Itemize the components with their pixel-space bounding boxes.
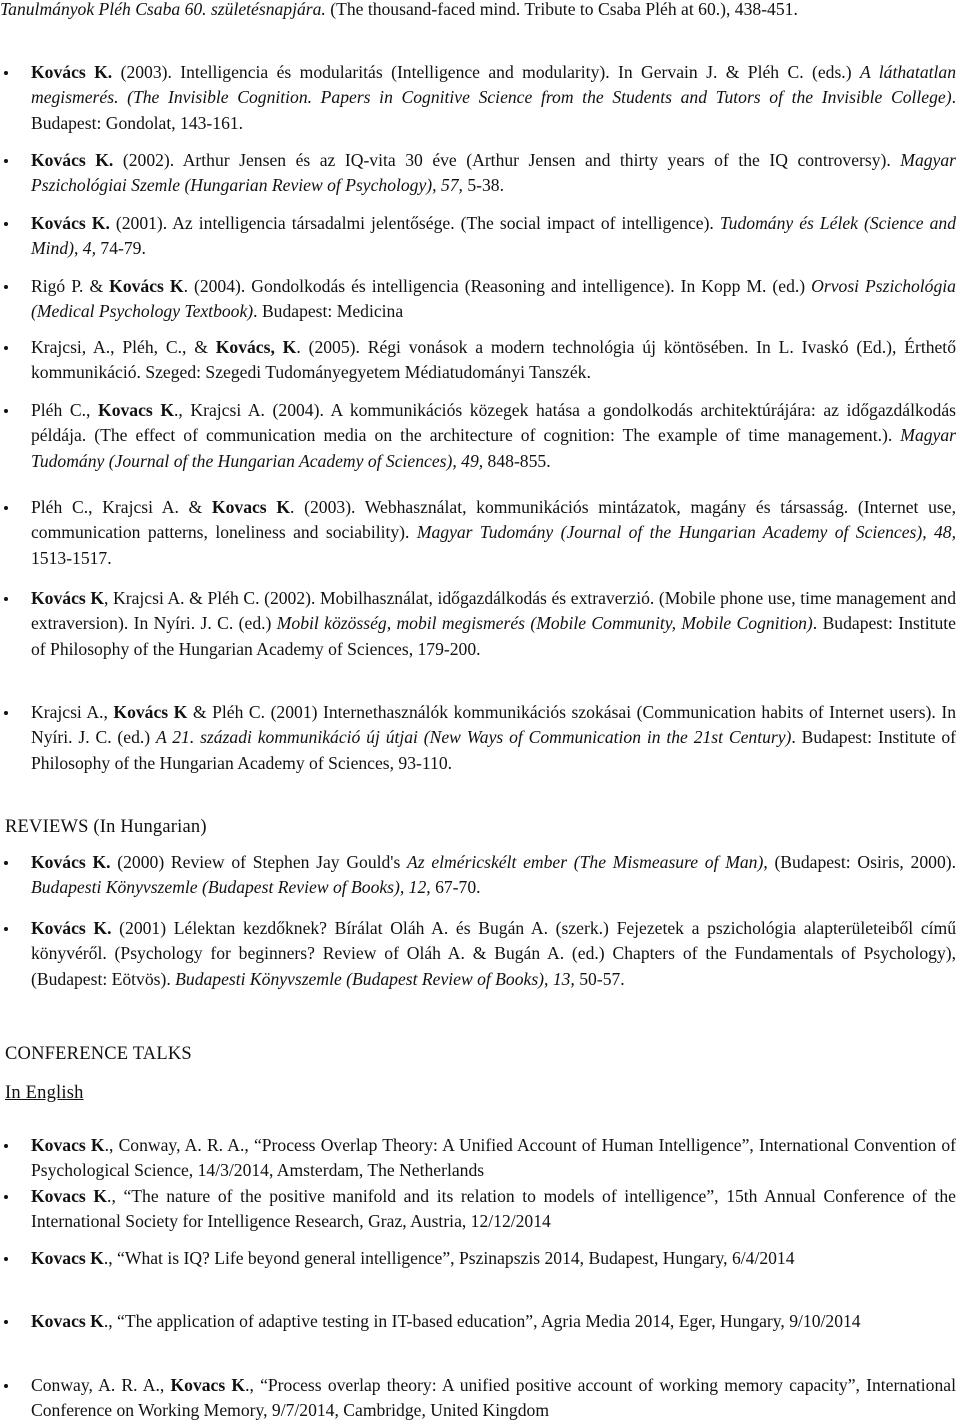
title-italic: Mobil közösség, mobil megismerés (Mobile Community, Mobile Cognition) [276,613,813,634]
bullet [4,285,8,289]
talk-entry [0,1133,956,1184]
author-name: Kovacs K [211,497,291,517]
author-name: Kovács K. [31,918,112,938]
bullet [4,711,8,715]
bullet [4,1320,8,1324]
author-name: Kovács K [31,588,105,608]
bullet [4,1144,8,1148]
citation-text: Krajcsi A., [31,702,114,722]
title-italic: Budapesti Könyvszemle (Budapest Review of Books), 12, [31,877,431,898]
citation-text: 848-855. [483,450,551,471]
bullet [4,71,8,75]
citation-text: 5-38. [462,175,504,196]
citation-text: (2002). Arthur Jensen és az IQ-vita 30 éve (Arthur Jensen and thirty years of the IQ controversy). [113,150,901,170]
title-italic: Tanulmányok Pléh Csaba 60. születésnapjára. [0,0,326,19]
citation-text: . (2005). Régi vonások a modern technológia új köntösében. In L. Ivaskó (Ed.), Érthető kommunikáció. Szeged: Szegedi Tudományegyetem Médiatudományi Tanszék. [31,337,956,383]
publication-entry [0,700,956,776]
citation-text: & Pléh C. (2001) Internethasználók kommunikációs szokásai (Communication habits of Internet users). In Nyíri. J. C. (ed.) [31,702,956,748]
reviews-heading: REVIEWS (In Hungarian) [5,817,207,837]
citation-text: 74-79. [96,238,146,259]
title-italic: Magyar Tudomány (Journal of the Hungarian Academy of Sciences), 48, [416,522,957,543]
talk-entry [0,1373,956,1424]
author-name: Kovács K. [31,62,113,82]
citation-text: (2001) Lélektan kezdőknek? Bírálat Oláh A. és Bugán A. (szerk.) Fejezetek a pszichológia alapterületeiből című könyvéről. (Psychology for beginners? Review of Oláh A. & Bugán A. (ed.) Chapters of the Fundamentals of Psychology), (Budapest: Eötvös). [31,918,957,989]
publication-entry [0,398,956,474]
title-italic: Magyar Pszichológiai Szemle (Hungarian Review of Psychology), 57, [31,150,956,196]
conference-heading: CONFERENCE TALKS [5,1044,192,1064]
bullet [4,346,8,350]
publication-entry [0,274,956,325]
bullet [4,1384,8,1388]
publication-entry [0,335,956,386]
citation-text: . (2004). Gondolkodás és intelligencia (Reasoning and intelligence). In Kopp M. (ed.) [183,276,812,296]
publication-entry [0,211,956,262]
author-name: Kovács K [113,702,188,722]
publication-entry [0,586,956,662]
publication-entry [0,60,956,136]
bullet [4,506,8,510]
english-subheading: In English [5,1083,84,1103]
title-italic: Tudomány és Lélek (Science and Mind), 4, [31,213,956,259]
citation-text: ., Conway, A. R. A., “Process Overlap Theory: A Unified Account of Human Intelligence”, International Convention of Psychological Science, 14/3/2014, Amsterdam, The Netherlands [31,1135,956,1181]
author-name: Kovacs K [31,1248,104,1268]
bullet [4,222,8,226]
citation-text: . (2003). Webhasználat, kommunikációs mintázatok, magány és társasság. (Internet use, communication patterns, loneliness and sociability). [31,497,956,543]
title-italic: A láthatatlan megismerés. (The Invisible Cognition. Papers in Cognitive Science from the Students and Tutors of the Invisible College) [31,62,956,108]
review-entry [0,850,956,901]
talk-entry [0,1309,956,1334]
author-name: Kovacs K [98,400,175,420]
bullet [4,927,8,931]
bullet [4,1257,8,1261]
bullet [4,597,8,601]
bullet [4,861,8,865]
author-name: Kovacs K [31,1135,105,1155]
citation-text: 1513-1517. [31,547,112,568]
continuation-text [0,0,956,22]
citation-text: ., “The application of adaptive testing in IT-based education”, Agria Media 2014, Eger, Hungary, 9/10/2014 [103,1311,861,1331]
citation-text: Conway, A. R. A., [31,1375,171,1395]
citation-text: (The thousand-faced mind. Tribute to Csaba Pléh at 60.), 438-451. [325,0,798,19]
citation-text: . Budapest: Medicina [253,301,404,322]
citation-text: . Budapest: Institute of Philosophy of the Hungarian Academy of Sciences, 93-110. [31,727,956,773]
author-name: Kovács K. [31,213,110,233]
citation-text: Pléh C., [31,400,99,420]
title-italic: Magyar Tudomány (Journal of the Hungarian Academy of Sciences), 49, [31,425,956,471]
citation-text: Pléh C., Krajcsi A. & [31,497,212,517]
citation-text: ., “Process overlap theory: A unified positive account of working memory capacity”, International Conference on Working Memory, 9/7/2014, Cambridge, United Kingdom [31,1375,956,1421]
citation-text: . Budapest: Gondolat, 143-161. [31,87,956,133]
author-name: Kovács K [109,276,184,296]
citation-text: , Krajcsi A. & Pléh C. (2002). Mobilhasználat, időgazdálkodás és extraverzió. (Mobile phone use, time management and extraversion). In Nyíri. J. C. (ed.) [31,588,956,634]
citation-text: (2003). Intelligencia és modularitás (Intelligence and modularity). In Gervain J. & Pléh C. (eds.) [112,62,860,82]
title-italic: Budapesti Könyvszemle (Budapest Review of Books), 13, [175,968,575,989]
author-name: Kovacs K [170,1375,246,1395]
bullet [4,159,8,163]
bullet [4,1195,8,1199]
talk-entry [0,1184,956,1235]
talk-entry [0,1246,956,1271]
review-entry [0,916,956,992]
citation-text: , (Budapest: Osiris, 2000). [763,852,956,872]
citation-text: Krajcsi, A., Pléh, C., & [31,337,216,357]
publication-entry [0,148,956,199]
title-italic: A 21. századi kommunikáció új útjai (New Ways of Communication in the 21st Century) [155,727,792,748]
author-name: Kovács K. [31,150,114,170]
author-name: Kovacs K [31,1311,104,1331]
citation-text: (2001). Az intelligencia társadalmi jelentősége. (The social impact of intelligence). [109,213,720,233]
citation-text: ., “The nature of the positive manifold and its relation to models of intelligence”, 15th Annual Conference of the International Society for Intelligence Research, Graz, Austria, 12/12/2014 [31,1186,956,1232]
citation-text: (2000) Review of Stephen Jay Gould's [110,852,408,872]
citation-text: Rigó P. & [31,276,110,296]
author-name: Kovacs K [31,1186,108,1206]
bullet [4,409,8,413]
author-name: Kovács, K [215,337,297,357]
citation-text: 67-70. [430,877,481,898]
citation-text: . Budapest: Institute of Philosophy of the Hungarian Academy of Sciences, 179-200. [31,613,956,659]
author-name: Kovács K. [31,852,111,872]
publication-entry [0,495,956,571]
citation-text: ., Krajcsi A. (2004). A kommunikációs közegek hatása a gondolkodás architektúrájára: az időgazdálkodás példája. (The effect of communication media on the architecture of cognition: The example of time management.). [31,400,956,446]
title-italic: Az elméricskélt ember (The Mismeasure of Man) [407,852,764,872]
citation-text: 50-57. [574,968,625,989]
title-italic: Orvosi Pszichológia (Medical Psychology Textbook) [31,276,956,322]
citation-text: ., “What is IQ? Life beyond general intelligence”, Pszinapszis 2014, Budapest, Hungary, 6/4/2014 [103,1248,795,1268]
